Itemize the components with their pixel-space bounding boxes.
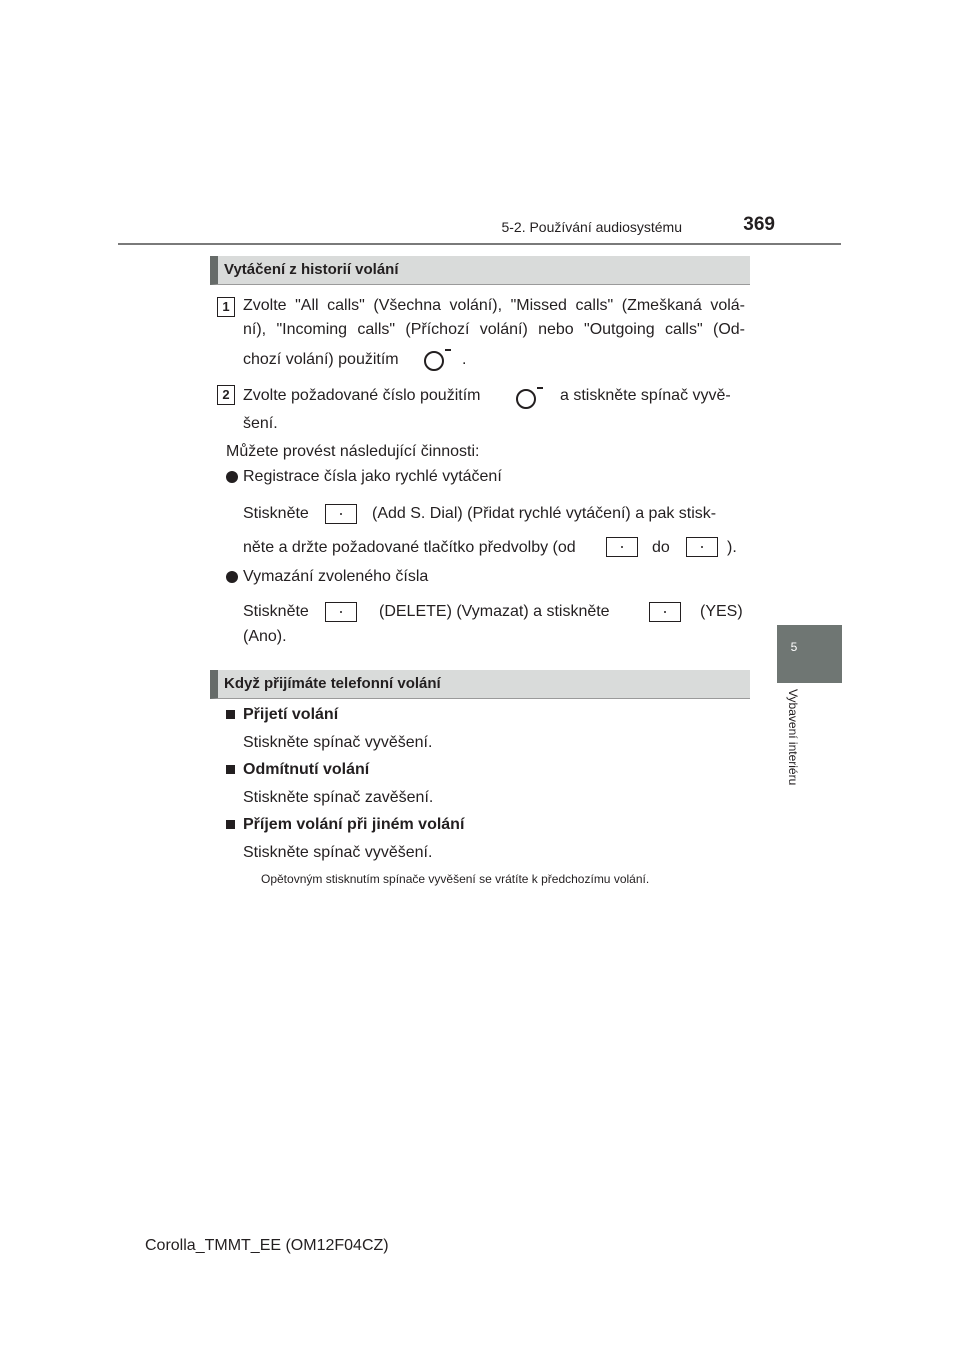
- step2-line1-end: a stiskněte spínač vyvě-: [560, 387, 731, 404]
- header-divider: [118, 243, 841, 245]
- bullet-icon: [226, 471, 238, 483]
- item2-text: Stiskněte spínač zavěšení.: [243, 789, 434, 806]
- bullet1-line2-text: něte a držte požadované tlačítko předvolby (od: [243, 539, 576, 556]
- note-text: Opětovným stisknutím spínače vyvěšení se vrátíte k předchozímu volání.: [261, 872, 650, 886]
- tune-knob-icon: [516, 389, 536, 409]
- preset-button-icon: [606, 537, 638, 557]
- step-number-1: 1: [217, 297, 235, 317]
- square-bullet-icon: [226, 765, 235, 774]
- chapter-tab: [777, 625, 842, 683]
- bullet2-line1-end: (YES): [700, 603, 743, 620]
- item1-text: Stiskněte spínač vyvěšení.: [243, 734, 433, 751]
- bullet2-line2: (Ano).: [243, 628, 287, 645]
- tune-knob-icon: [424, 351, 444, 371]
- document-id: Corolla_TMMT_EE (OM12F04CZ): [145, 1237, 389, 1254]
- section-heading-text: Vytáčení z historií volání: [224, 261, 399, 278]
- section-heading-text: Když přijímáte telefonní volání: [224, 675, 441, 692]
- chapter-label: [786, 689, 802, 849]
- step1-line3-text: chozí volání) použitím: [243, 351, 399, 368]
- step2-line2: šení.: [243, 415, 278, 432]
- chapter-number: 5: [790, 640, 798, 654]
- preset-button-icon: [686, 537, 718, 557]
- bullet-icon: [226, 571, 238, 583]
- bullet1-line2-do: do: [652, 539, 670, 556]
- screen-button-icon: [325, 504, 357, 524]
- square-bullet-icon: [226, 820, 235, 829]
- page-number: 369: [743, 214, 775, 235]
- chapter-label-text: Vybavení interiéru: [786, 689, 800, 786]
- item1-title: Přijetí volání: [243, 706, 339, 723]
- screen-button-icon: [325, 602, 357, 622]
- actions-intro: Můžete provést následující činnosti:: [226, 443, 480, 460]
- section-heading-call-history: [210, 256, 750, 285]
- screen-button-icon: [649, 602, 681, 622]
- step2-line1-text: Zvolte požadované číslo použitím: [243, 387, 481, 404]
- section-heading-incoming-call: [210, 670, 750, 699]
- step1-line3-end: .: [462, 351, 467, 368]
- item3-title: Příjem volání při jiném volání: [243, 816, 465, 833]
- item3-text: Stiskněte spínač vyvěšení.: [243, 844, 433, 861]
- bullet1-line1-text: Stiskněte: [243, 505, 309, 522]
- bullet1-line2-end: ).: [727, 539, 737, 556]
- square-bullet-icon: [226, 710, 235, 719]
- bullet2-line1-mid: (DELETE) (Vymazat) a stiskněte: [379, 603, 610, 620]
- step-number-2: 2: [217, 385, 235, 405]
- step1-line1: Zvolte "All calls" (Všechna volání), "Missed calls" (Zmeškaná volá-: [243, 297, 745, 314]
- bullet1-title: Registrace čísla jako rychlé vytáčení: [243, 468, 502, 485]
- bullet2-line1-text: Stiskněte: [243, 603, 309, 620]
- header-section-title: 5-2. Používání audiosystému: [501, 219, 682, 235]
- item2-title: Odmítnutí volání: [243, 761, 370, 778]
- step1-line2: ní), "Incoming calls" (Příchozí volání) nebo "Outgoing calls" (Od-: [243, 321, 745, 338]
- bullet2-title: Vymazání zvoleného čísla: [243, 568, 429, 585]
- bullet1-line1-end: (Add S. Dial) (Přidat rychlé vytáčení) a pak stisk-: [372, 505, 717, 522]
